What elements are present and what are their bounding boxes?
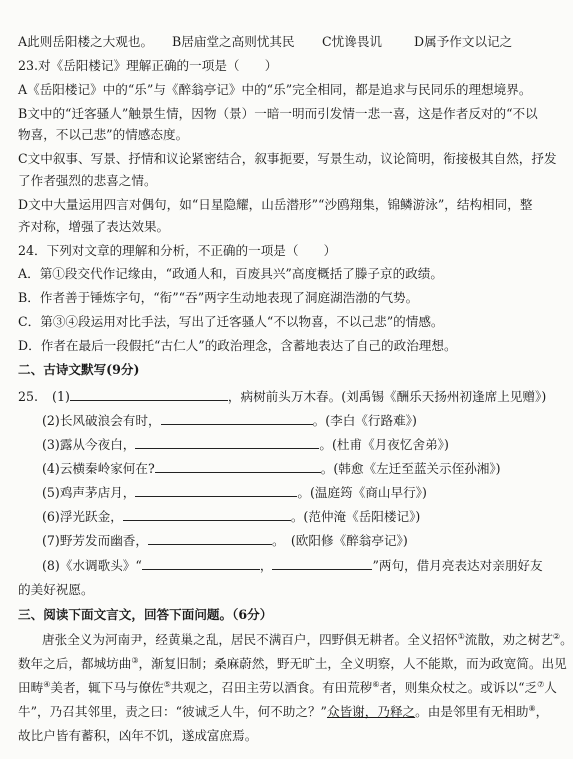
footnote-marker: ⑥ bbox=[372, 679, 380, 689]
item-1-number: (1) bbox=[52, 389, 70, 404]
q25-item-6 bbox=[42, 508, 420, 525]
q25-item-5 bbox=[42, 484, 427, 501]
item-2-prefix: (2)长风破浪会有时， bbox=[42, 413, 161, 428]
footnote-marker: ⑤ bbox=[163, 679, 171, 689]
item-1-text: ，病树前头万木春。(刘禹锡《酬乐天扬州初逢席上见赠》) bbox=[227, 389, 547, 404]
q24-option-a: A．第①段交代作记缘由，“政通人和，百废具兴”高度概括了滕子京的政绩。 bbox=[18, 266, 443, 281]
passage-text: 美者，辄下马与僚佐 bbox=[50, 680, 164, 695]
footnote-marker: ⑦ bbox=[537, 679, 545, 689]
q22-option-b: B居庙堂之高则忧其民 bbox=[172, 34, 295, 49]
item-7-prefix: (7)野芳发而幽香， bbox=[42, 533, 148, 548]
answer-blank-6[interactable] bbox=[123, 508, 291, 521]
passage-text: 者，则集众杖之。或诉以“乏 bbox=[379, 680, 538, 695]
item-8-prefix: (8)《水调歌头》“ bbox=[42, 558, 142, 573]
footnote-marker: ① bbox=[457, 631, 465, 641]
item-7-suffix: 。 (欧阳修《醉翁亭记》) bbox=[272, 533, 408, 548]
item-8-separator: ， bbox=[259, 558, 273, 573]
underlined-sentence: 众皆谢，乃释之 bbox=[326, 704, 416, 719]
answer-blank-5[interactable] bbox=[135, 484, 297, 497]
q25-item-3 bbox=[42, 436, 449, 453]
passage-text: 流散，劝之树艺 bbox=[464, 632, 553, 647]
passage-text: 牛”，乃召其邻里，责之曰：“彼诚乏人牛，何不助之？” bbox=[18, 704, 327, 719]
q24-option-c: C．第③④段运用对比手法，写出了迁客骚人“不以物喜，不以己悲”的情感。 bbox=[18, 314, 444, 329]
passage-text: 共观之，召田主劳以酒食。有田荒秽 bbox=[170, 680, 373, 695]
q23-option-c: C文中叙事、写景、抒情和议论紧密结合，叙事扼要，写景生动，议论简明，衔接极其自然，抒发 bbox=[18, 151, 557, 166]
footnote-marker: ⑧ bbox=[528, 703, 536, 713]
q25-item-1 bbox=[18, 388, 546, 405]
passage-text: 。 bbox=[560, 632, 573, 647]
passage-line-3 bbox=[18, 680, 557, 696]
passage-text: 田畴 bbox=[18, 680, 44, 695]
item-6-suffix: 。(范仲淹《岳阳楼记》) bbox=[290, 509, 421, 524]
q23-stem: 23.对《岳阳楼记》理解正确的一项是（ ） bbox=[18, 58, 278, 73]
answer-blank-2[interactable] bbox=[161, 412, 313, 425]
q22-option-a: A此则岳阳楼之大观也。 bbox=[18, 34, 154, 49]
q24-option-b: B．作者善于锤炼字句，“衔”“吞”两字生动地表现了洞庭湖浩渤的气势。 bbox=[18, 290, 419, 305]
passage-line-5: 故比户皆有蓄积，凶年不饥，遂成富庶焉。 bbox=[18, 728, 258, 743]
passage-text: ，渐复旧制；桑麻蔚然，野无旷土，全义明察，人不能欺，而为政宽简。出见 bbox=[138, 656, 567, 671]
q25-item-8 bbox=[42, 557, 543, 574]
passage-text: ， bbox=[535, 704, 549, 719]
item-5-prefix: (5)鸡声茅店月， bbox=[42, 485, 136, 500]
answer-blank-8b[interactable] bbox=[272, 557, 372, 570]
footnote-marker: ③ bbox=[131, 655, 139, 665]
q23-option-a: A《岳阳楼记》中的“乐”与《醉翁亭记》中的“乐”完全相同，都是追求与民同乐的理想境界。 bbox=[18, 82, 532, 97]
q25-number: 25. bbox=[18, 389, 39, 404]
footnote-marker: ④ bbox=[43, 679, 51, 689]
q22-option-d: D属予作文以记之 bbox=[414, 34, 513, 49]
answer-blank-3[interactable] bbox=[135, 436, 319, 449]
q23-option-b-cont: 物喜，不以己悲”的情感态度。 bbox=[18, 127, 189, 142]
passage-line-2 bbox=[18, 656, 567, 672]
q23-option-d-cont: 齐对称，增强了表达效果。 bbox=[18, 219, 170, 234]
footnote-marker: ② bbox=[552, 631, 561, 641]
passage-line-4 bbox=[18, 704, 548, 720]
item-3-suffix: 。(杜甫《月夜忆舍弟》) bbox=[319, 437, 449, 452]
passage-text: 数年之后，都城坊曲 bbox=[18, 656, 132, 671]
q25-item-2 bbox=[42, 412, 417, 429]
answer-blank-7[interactable] bbox=[148, 532, 272, 545]
item-3-prefix: (3)露从今夜白， bbox=[42, 437, 136, 452]
q25-item-4 bbox=[42, 460, 501, 477]
answer-blank-4[interactable] bbox=[155, 460, 321, 473]
passage-line-1 bbox=[42, 632, 573, 648]
answer-blank-8a[interactable] bbox=[142, 557, 260, 570]
q23-option-b: B文中的“迁客骚人”触景生情，因物（景）一暗一明而引发情一悲一喜，这是作者反对的“不以 bbox=[18, 106, 538, 121]
q25-item-8-cont: 的美好祝愿。 bbox=[18, 582, 94, 597]
section2-heading: 二、古诗文默写(9分) bbox=[18, 362, 140, 377]
q23-option-c-cont: 了作者强烈的悲喜之情。 bbox=[18, 173, 157, 188]
item-5-suffix: 。(温庭筠《商山早行》) bbox=[297, 485, 427, 500]
q23-option-d: D文中大量运用四言对偶句，如“日星隐耀，山岳潜形”“沙鸥翔集，锦鳞游泳”，结构相同，整 bbox=[18, 197, 533, 212]
passage-text: 人 bbox=[544, 680, 557, 695]
q25-item-7 bbox=[42, 532, 408, 549]
item-6-prefix: (6)浮光跃金， bbox=[42, 509, 123, 524]
q24-option-d: D．作者在最后一段假托“古仁人”的政治理念，含蓄地表达了自己的政治理想。 bbox=[18, 338, 457, 353]
q24-stem: 24．下列对文章的理解和分析，不正确的一项是（ ） bbox=[18, 243, 337, 258]
item-2-suffix: 。(李白《行路难》) bbox=[312, 413, 417, 428]
q22-option-c: C忧谗畏讥 bbox=[322, 34, 383, 49]
answer-blank-1[interactable] bbox=[70, 388, 228, 401]
passage-text: 。由是邻里有无相助 bbox=[415, 704, 529, 719]
item-4-prefix: (4)云横秦岭家何在? bbox=[42, 461, 155, 476]
item-8-suffix: ”两句，借月亮表达对亲朋好友 bbox=[372, 558, 543, 573]
item-4-suffix: 。(韩愈《左迁至蓝关示侄孙湘》) bbox=[320, 461, 501, 476]
section3-heading: 三、阅读下面文言文，回答下面问题。（6分） bbox=[18, 607, 273, 622]
passage-text: 唐张全义为河南尹，经黄巢之乱，居民不满百户，四野俱无耕者。全义招怀 bbox=[42, 632, 458, 647]
